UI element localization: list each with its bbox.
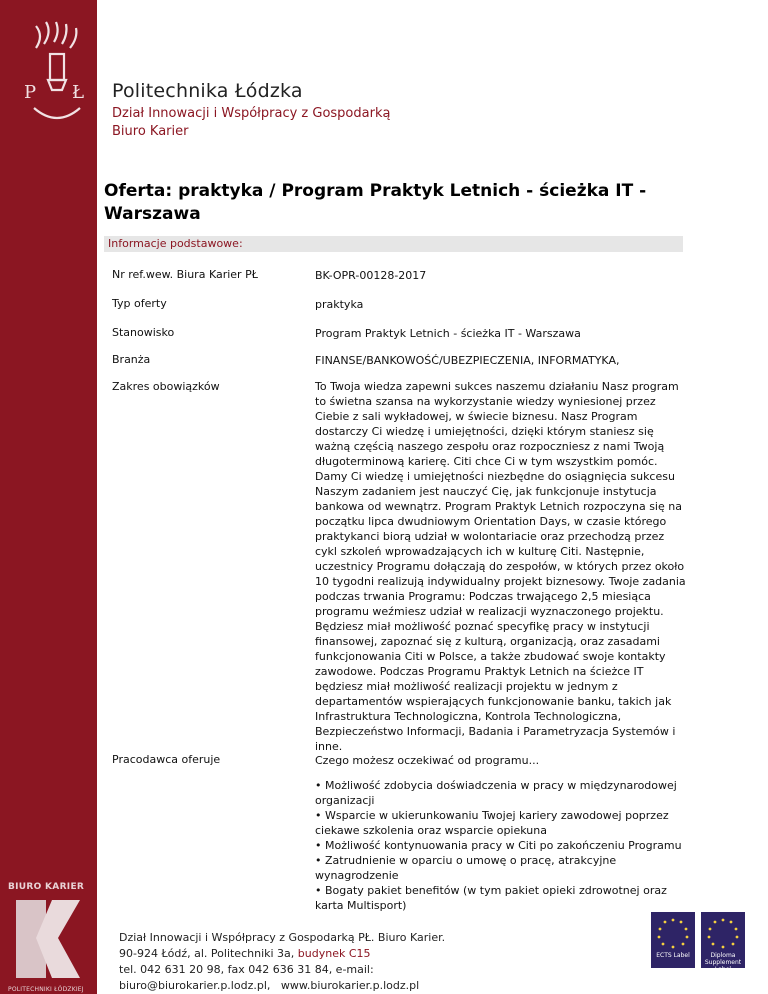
footer-web-link[interactable]: www.biurokarier.p.lodz.pl bbox=[280, 979, 420, 992]
eu-stars-icon bbox=[651, 912, 695, 968]
list-item: • Możliwość zdobycia doświadczenia w pracy w międzynarodowej organizacji bbox=[315, 779, 677, 807]
row-label-ref: Nr ref.wew. Biura Karier PŁ bbox=[112, 268, 258, 281]
footer bbox=[119, 930, 659, 994]
career-office-logo-bottom: POLITECHNIKI ŁÓDZKIEJ bbox=[8, 986, 84, 993]
footer-phone: tel. 042 631 20 98, fax 042 636 31 84, e-mail: bbox=[119, 963, 374, 976]
footer-email-link[interactable]: biuro@biurokarier.p.lodz.pl, bbox=[119, 979, 271, 992]
university-logo bbox=[14, 18, 97, 134]
ects-label-badge bbox=[651, 912, 695, 968]
footer-address bbox=[119, 946, 659, 962]
row-value-ref: BK-OPR-00128-2017 bbox=[315, 269, 427, 282]
career-office-logo bbox=[0, 874, 97, 994]
ds-label-text: Diploma Supplement Label bbox=[704, 952, 742, 973]
sidebar-red-band bbox=[0, 0, 97, 994]
list-item: • Możliwość kontynuowania pracy w Citi po zakończeniu Programu bbox=[315, 839, 682, 852]
list-item: • Zatrudnienie w oparciu o umowę o pracę, atrakcyjne wynagrodzenie bbox=[315, 854, 617, 882]
row-value-offer: Czego możesz oczekiwać od programu... bbox=[315, 754, 540, 767]
row-value-industry: FINANSE/BANKOWOŚĆ/UBEZPIECZENIA, INFORMATYKA, bbox=[315, 354, 620, 367]
offer-list bbox=[315, 778, 687, 913]
row-label-offer: Pracodawca oferuje bbox=[112, 753, 221, 766]
offer-title: Oferta: praktyka / Program Praktyk Letnich - ścieżka IT - Warszawa bbox=[104, 181, 647, 224]
row-label-type: Typ oferty bbox=[112, 297, 167, 310]
row-value-duties: To Twoja wiedza zapewni sukces naszemu działaniu Nasz program to świetna szansa na wykorzystanie wiedzy wyniesionej przez Ciebie z sali wykładowej, w świecie biznesu. Nasz Program dostarczy Ci wiedzę i umiejętności, dzięki którym staniesz się ważną częścią naszego zespołu oraz rozpoczniesz z nami Twoją długoterminową karierę. Citi chce Ci w tym wszystkim pomóc. Damy Ci wiedzę i umiejętności niezbędne do osiągnięcia sukcesu Naszym zadaniem jest nauczyć Cię, jak funkcjonuje instytucja bankowa od wewnątrz. Program Praktyk Letnich rozpoczyna się na początku lipca dwudniowym Orientation Days, w czasie którego praktykanci biorą udział w wolontariacie oraz przechodzą przez cykl szkoleń wprowadzających ich w kulturę Citi. Następnie, uczestnicy Programu dołączają do zespołów, w których przez około 10 tygodni realizują indywidualny projekt biznesowy. Twoje zadania podczas trwania Programu: Podczas trwającego 2,5 miesiąca programu weźmiesz udział w realizacji wyznaczonego projektu. Będziesz miał możliwość poznać specyfikę pracy w instytucji finansowej, zapoznać się z kulturą, organizacją, oraz zasadami funkcjonowania Citi w Polsce, a także zbudować swoje kontakty zawodowe. Podczas Programu Praktyk Letnich na ścieżce IT będziesz miał możliwość realizacji projektu w jednym z departamentów wspierających funkcjonowanie banku, takich jak Infrastruktura Technologiczna, Kontrola Technologiczna, Bezpieczeństwo Informacji, Badania i Parametryzacja Systemów i inne. bbox=[315, 380, 686, 753]
ds-label-badge bbox=[701, 912, 745, 973]
ects-label-text: ECTS Label bbox=[656, 952, 690, 959]
svg-text:P: P bbox=[24, 82, 37, 103]
footer-building: budynek C15 bbox=[297, 947, 371, 960]
footer-address-text: 90-924 Łódź, al. Politechniki 3a, bbox=[119, 947, 298, 960]
footer-contact bbox=[119, 962, 659, 994]
row-label-duties: Zakres obowiązków bbox=[112, 380, 220, 393]
institution-name: Politechnika Łódzka bbox=[112, 80, 303, 102]
footer-department: Dział Innowacji i Współpracy z Gospodarką PŁ. Biuro Karier. bbox=[119, 931, 446, 944]
career-office-logo-top: BIURO KARIER bbox=[8, 882, 85, 892]
list-item: • Bogaty pakiet benefitów (w tym pakiet opieki zdrowotnej oraz karta Multisport) bbox=[315, 884, 667, 912]
office-name: Biuro Karier bbox=[112, 124, 189, 139]
row-label-position: Stanowisko bbox=[112, 326, 175, 339]
row-label-industry: Branża bbox=[112, 353, 151, 366]
row-value-type: praktyka bbox=[315, 298, 364, 311]
svg-text:Ł: Ł bbox=[72, 82, 85, 103]
list-item: • Wsparcie w ukierunkowaniu Twojej kariery zawodowej poprzez ciekawe szkolenia oraz wsparcie opiekuna bbox=[315, 809, 669, 837]
department-name: Dział Innowacji i Współpracy z Gospodarką bbox=[112, 106, 391, 121]
section-header: Informacje podstawowe: bbox=[104, 236, 683, 252]
row-value-position: Program Praktyk Letnich - ścieżka IT - Warszawa bbox=[315, 327, 581, 340]
